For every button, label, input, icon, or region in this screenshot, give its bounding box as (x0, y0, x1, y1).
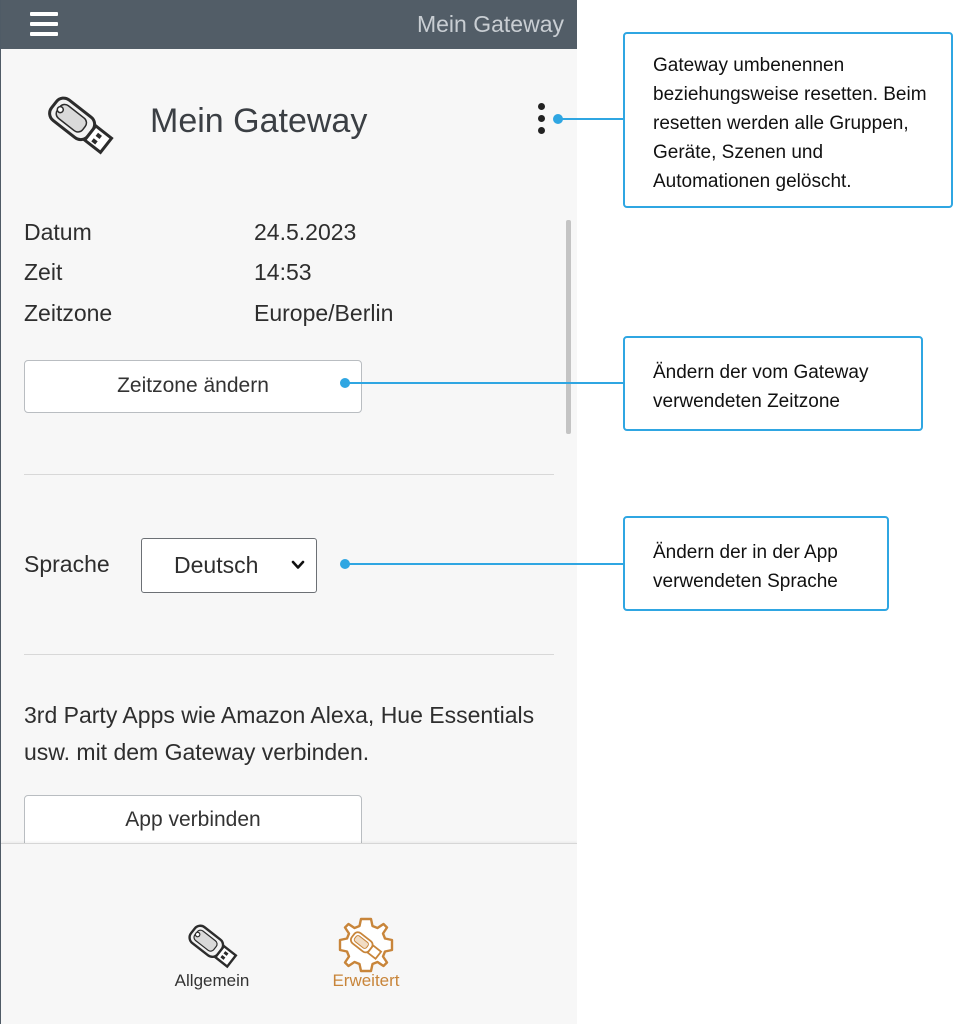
nav-label-allgemein: Allgemein (174, 971, 250, 990)
timezone-value: Europe/Berlin (254, 300, 394, 326)
more-options-icon[interactable] (532, 100, 552, 140)
divider (24, 654, 554, 655)
language-label: Sprache (24, 551, 110, 577)
callout-menu-description: Gateway umbenennen beziehungsweise resetten. Beim resetten werden alle Gruppen, Geräte, Szenen und Automationen gelöscht. (623, 32, 953, 208)
time-label: Zeit (24, 259, 63, 285)
nav-label-erweitert: Erweitert (332, 971, 400, 990)
page-title: Mein Gateway (150, 102, 368, 140)
usb-gear-icon (335, 916, 397, 978)
language-selected-value: Deutsch (174, 552, 259, 578)
third-party-description: 3rd Party Apps wie Amazon Alexa, Hue Essentials usw. mit dem Gateway verbinden. (24, 702, 535, 765)
date-label: Datum (24, 219, 92, 245)
callout-connector (345, 382, 624, 384)
language-select[interactable] (141, 538, 317, 593)
bottom-navigation (1, 843, 577, 1024)
divider (24, 474, 554, 475)
timezone-label: Zeitzone (24, 300, 113, 326)
date-value: 24.5.2023 (254, 219, 357, 245)
top-app-bar (1, 0, 577, 49)
hamburger-menu-icon[interactable] (30, 12, 58, 36)
nav-item-erweitert[interactable] (306, 844, 426, 1024)
usb-stick-icon (181, 916, 243, 978)
connect-app-button[interactable]: App verbinden (24, 795, 362, 855)
usb-stick-icon (41, 92, 119, 158)
callout-timezone-description: Ändern der vom Gateway verwendeten Zeitzone (623, 336, 923, 431)
change-timezone-button[interactable]: Zeitzone ändern (24, 360, 362, 413)
callout-connector (558, 118, 624, 120)
callout-connector (345, 563, 624, 565)
time-value: 14:53 (254, 259, 312, 285)
chevron-down-icon (290, 557, 306, 573)
scrollbar[interactable] (566, 220, 571, 434)
callout-language-description: Ändern der in der App verwendeten Sprache (623, 516, 889, 611)
app-bar-title: Mein Gateway (416, 11, 564, 37)
nav-item-allgemein[interactable] (152, 844, 272, 1024)
